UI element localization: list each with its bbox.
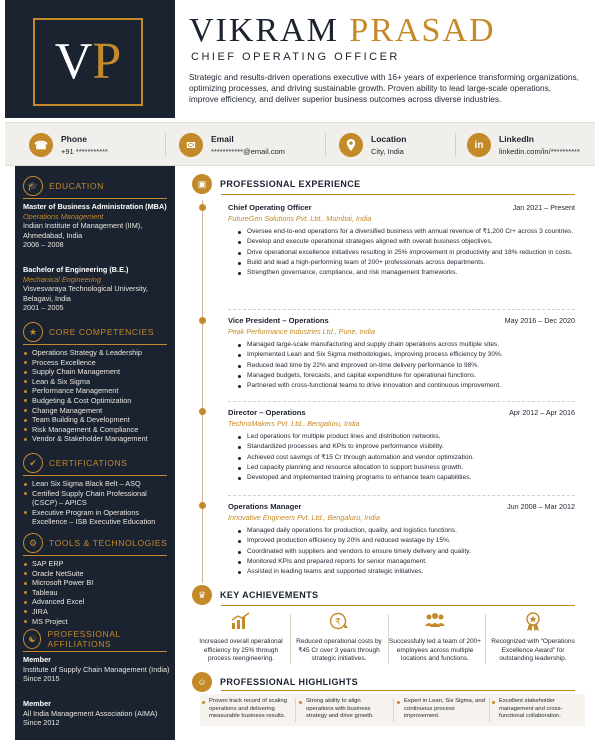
highlight-item: Proven track record of scaling operations and delivering measurable business results. xyxy=(202,698,292,721)
section-title: PROFESSIONAL EXPERIENCE xyxy=(220,179,361,189)
competencies-list xyxy=(23,348,171,444)
list-item: Standardized processes and KPIs to improve performance visibility. xyxy=(238,442,575,452)
certificate-icon: ✔ xyxy=(23,453,43,473)
list-item: Assisted in leading teams and supported strategic initiatives. xyxy=(238,567,575,577)
affiliation-role: Member xyxy=(23,699,51,708)
section-rule xyxy=(23,198,167,199)
affiliation-role: Member xyxy=(23,655,51,664)
cost-reduction-icon xyxy=(328,612,350,632)
section-title: PROFESSIONAL AFFILIATIONS xyxy=(47,629,121,649)
job-company: TechnoMakers Pvt. Ltd., Bengaluru, India xyxy=(228,419,360,428)
achievement-item xyxy=(389,612,481,664)
handshake-icon: ☯ xyxy=(23,629,41,649)
section-rule xyxy=(221,690,575,691)
list-item: Oversee end-to-end operations for a diversified business with annual revenue of ₹1,200 Cr+ across 3 countries. xyxy=(238,227,575,237)
degree: Bachelor of Engineering (B.E.) xyxy=(23,265,129,274)
contact-label: Phone xyxy=(61,134,87,144)
list-item: Improved production efficiency by 20% and reduced wastage by 15%. xyxy=(238,536,575,546)
section-title: CERTIFICATIONS xyxy=(49,458,128,468)
job-role: Vice President – Operations xyxy=(228,316,329,325)
monogram-logo xyxy=(33,18,143,106)
award-medal-icon xyxy=(522,612,544,632)
competencies-heading xyxy=(23,322,154,342)
email-value[interactable]: ***********@email.com xyxy=(211,147,285,156)
list-item: MS Project xyxy=(23,617,171,627)
achievement-item xyxy=(195,612,287,664)
job-bullets xyxy=(238,526,575,577)
affiliation-org: All India Management Association (AIMA) xyxy=(23,708,158,718)
job-dates: May 2016 – Dec 2020 xyxy=(504,316,575,325)
job-dates: Jun 2008 – Mar 2012 xyxy=(507,502,575,511)
contact-divider xyxy=(455,133,456,157)
job-bullets xyxy=(238,432,575,483)
highlight-item: Excellent stakeholder management and cross-functional collaboration. xyxy=(492,698,582,721)
job-entry xyxy=(228,502,575,577)
highlights-heading xyxy=(192,672,358,692)
list-item: Managed budgets, forecasts, and capital expenditure for operational functions. xyxy=(238,371,575,381)
contact-divider xyxy=(165,133,166,157)
section-rule xyxy=(221,605,575,606)
list-item: Partnered with cross-functional teams to drive innovation and continuous improvement. xyxy=(238,381,575,391)
achievement-item xyxy=(293,612,385,664)
job-entry xyxy=(228,408,575,483)
list-item: Risk Management & Compliance xyxy=(23,425,171,435)
list-item: JIRA xyxy=(23,607,171,617)
job-divider xyxy=(228,401,575,402)
contact-label: Email xyxy=(211,134,234,144)
highlight-divider xyxy=(295,698,296,722)
degree: Master of Business Administration (MBA) xyxy=(23,202,167,211)
job-divider xyxy=(228,309,575,310)
years: 2006 – 2008 xyxy=(23,240,64,250)
list-item: Budgeting & Cost Optimization xyxy=(23,396,171,406)
list-item: Process Excellence xyxy=(23,358,171,368)
achievement-text: Reduced operational costs by ₹45 Cr over 3 years through strategic initiatives. xyxy=(296,638,382,663)
list-item: Lean & Six Sigma xyxy=(23,377,171,387)
trophy-icon: ♛ xyxy=(192,585,212,605)
contact-divider xyxy=(325,133,326,157)
location-icon xyxy=(339,133,363,157)
affiliation-since: Since 2012 xyxy=(23,718,60,728)
phone-value[interactable]: +91 *********** xyxy=(61,147,108,156)
timeline-dot xyxy=(199,317,206,324)
experience-heading xyxy=(192,174,361,194)
section-title: KEY ACHIEVEMENTS xyxy=(220,590,319,600)
list-item: Tableau xyxy=(23,588,171,598)
years: 2001 – 2005 xyxy=(23,303,64,313)
section-rule xyxy=(221,194,575,195)
job-role: Chief Operating Officer xyxy=(228,203,312,212)
list-item: Lean Six Sigma Black Belt – ASQ xyxy=(23,479,171,489)
list-item: Drive operational excellence initiatives resulting in 25% improvement in productivity and 18% reduction in costs. xyxy=(238,248,575,258)
highlight-divider xyxy=(393,698,394,722)
graduation-cap-icon: 🎓 xyxy=(23,176,43,196)
contact-location xyxy=(339,131,406,159)
timeline-dot xyxy=(199,204,206,211)
logo-initial-p: P xyxy=(92,33,122,90)
contact-linkedin xyxy=(467,131,580,159)
section-rule xyxy=(23,651,167,652)
job-title: CHIEF OPERATING OFFICER xyxy=(191,51,400,63)
experience-timeline xyxy=(202,200,203,583)
list-item: Coordinated with suppliers and vendors to ensure timely delivery and quality. xyxy=(238,547,575,557)
job-dates: Apr 2012 – Apr 2016 xyxy=(509,408,575,417)
job-role: Director – Operations xyxy=(228,408,306,417)
star-icon: ★ xyxy=(23,322,43,342)
list-item: Change Management xyxy=(23,406,171,416)
section-title: TOOLS & TECHNOLOGIES xyxy=(49,538,168,548)
list-item: Reduced lead time by 22% and improved on-time delivery performance to 98%. xyxy=(238,361,575,371)
linkedin-icon: in xyxy=(467,133,491,157)
affiliation-since: Since 2015 xyxy=(23,674,60,684)
candidate-name xyxy=(189,12,496,50)
logo-initial-v: V xyxy=(54,33,93,90)
section-title: CORE COMPETENCIES xyxy=(49,327,155,337)
job-company: Innovative Engineers Pvt. Ltd., Bengaluru, India xyxy=(228,513,380,522)
section-rule xyxy=(23,475,167,476)
section-rule xyxy=(23,555,167,556)
achievement-divider xyxy=(290,614,291,664)
achievement-divider xyxy=(485,614,486,664)
achievements-heading xyxy=(192,585,318,605)
list-item: Executive Program in Operations Excellence – ISB Executive Education xyxy=(23,508,171,527)
email-icon: ✉ xyxy=(179,133,203,157)
list-item: Certified Supply Chain Professional (CSCP) – APICS xyxy=(23,489,171,508)
timeline-dot xyxy=(199,408,206,415)
contact-email xyxy=(179,131,285,159)
list-item: Led capacity planning and resource allocation to support business growth. xyxy=(238,463,575,473)
achievement-text: Recognized with “Operations Excellence Award” for outstanding leadership. xyxy=(491,638,575,663)
list-item: Managed large-scale manufacturing and supply chain operations across multiple sites. xyxy=(238,340,575,350)
phone-icon: ☎ xyxy=(29,133,53,157)
highlight-item: Strong ability to align operations with business strategy and drive growth. xyxy=(299,698,389,721)
job-bullets xyxy=(238,227,575,278)
list-item: Performance Management xyxy=(23,386,171,396)
highlight-divider xyxy=(489,698,490,722)
list-item: Managed daily operations for production, quality, and logistics functions. xyxy=(238,526,575,536)
first-name: VIKRAM xyxy=(189,12,339,49)
person-icon: ☺ xyxy=(192,672,212,692)
tools-heading xyxy=(23,533,167,553)
team-icon xyxy=(424,612,446,632)
profile-summary: Strategic and results-driven operations executive with 16+ years of experience transforming organizations, optimizing processes, and driving sustainable growth. Proven ability to lead large-scale operations, improve efficiency, and deliver superior business outcomes across diverse industries. xyxy=(189,72,579,104)
certifications-list xyxy=(23,479,171,527)
contact-label: LinkedIn xyxy=(499,134,534,144)
growth-chart-icon xyxy=(230,612,252,632)
major: Mechanical Engineering xyxy=(23,274,101,284)
list-item: Strengthen governance, compliance, and risk management frameworks. xyxy=(238,268,575,278)
list-item: Implemented Lean and Six Sigma methodologies, improving process efficiency by 30%. xyxy=(238,350,575,360)
sidebar xyxy=(15,166,175,740)
affiliation-entry xyxy=(23,699,171,728)
contact-label: Location xyxy=(371,134,407,144)
list-item: Vendor & Stakeholder Management xyxy=(23,434,171,444)
education-entry xyxy=(23,265,171,313)
list-item: Operations Strategy & Leadership xyxy=(23,348,171,358)
list-item: Build and lead a high-performing team of 200+ professionals across departments. xyxy=(238,258,575,268)
achievement-text: Increased overall operational efficiency by 25% through process reengineering. xyxy=(199,638,283,663)
list-item: Microsoft Power BI xyxy=(23,578,171,588)
location-value: City, India xyxy=(371,147,404,156)
affiliations-heading xyxy=(23,629,175,649)
job-divider xyxy=(228,495,575,496)
section-rule xyxy=(23,344,167,345)
job-role: Operations Manager xyxy=(228,502,302,511)
contact-phone xyxy=(29,131,108,159)
list-item: Team Building & Development xyxy=(23,415,171,425)
achievement-text: Successfully led a team of 200+ employees across multiple locations and functions. xyxy=(389,638,481,663)
list-item: Achieved cost savings of ₹15 Cr through automation and vendor optimization. xyxy=(238,453,575,463)
svg-text:₹: ₹ xyxy=(335,617,341,628)
affiliation-entry xyxy=(23,655,171,684)
timeline-dot xyxy=(199,502,206,509)
job-dates: Jan 2021 – Present xyxy=(512,203,575,212)
gear-icon: ⚙ xyxy=(23,533,43,553)
header-logo-panel xyxy=(5,0,175,118)
section-title: PROFESSIONAL HIGHLIGHTS xyxy=(220,677,359,687)
school: Indian Institute of Management (IIM), Ahmedabad, India xyxy=(23,221,143,240)
resume-page xyxy=(5,0,595,740)
last-name: PRASAD xyxy=(349,12,496,49)
education-heading xyxy=(23,176,104,196)
tools-list xyxy=(23,559,171,626)
school: Visvesvaraya Technological University, Belagavi, India xyxy=(23,284,148,303)
list-item: Monitored KPIs and prepared reports for senior management. xyxy=(238,557,575,567)
job-company: Peak Performance Industries Ltd., Pune, India xyxy=(228,327,376,336)
linkedin-value[interactable]: linkedin.com/in/********** xyxy=(499,147,580,156)
section-title: EDUCATION xyxy=(49,181,104,191)
major: Operations Management xyxy=(23,211,104,221)
list-item: Supply Chain Management xyxy=(23,367,171,377)
list-item: Led operations for multiple product lines and distribution networks. xyxy=(238,432,575,442)
job-company: FutureGen Solutions Pvt. Ltd., Mumbai, India xyxy=(228,214,372,223)
contact-bar xyxy=(5,122,595,166)
highlight-item: Expert in Lean, Six Sigma, and continuous process improvement. xyxy=(397,698,487,721)
education-entry xyxy=(23,202,171,250)
affiliation-org: Institute of Supply Chain Management (India) xyxy=(23,664,170,674)
list-item: Oracle NetSuite xyxy=(23,569,171,579)
list-item: SAP ERP xyxy=(23,559,171,569)
certifications-heading xyxy=(23,453,127,473)
job-entry xyxy=(228,203,575,278)
job-bullets xyxy=(238,340,575,391)
job-entry xyxy=(228,316,575,391)
achievement-item xyxy=(487,612,579,664)
briefcase-icon: ▣ xyxy=(192,174,212,194)
list-item: Developed and implemented training programs to enhance team capabilities. xyxy=(238,473,575,483)
list-item: Advanced Excel xyxy=(23,597,171,607)
list-item: Develop and execute operational strategies aligned with overall business objectives. xyxy=(238,237,575,247)
